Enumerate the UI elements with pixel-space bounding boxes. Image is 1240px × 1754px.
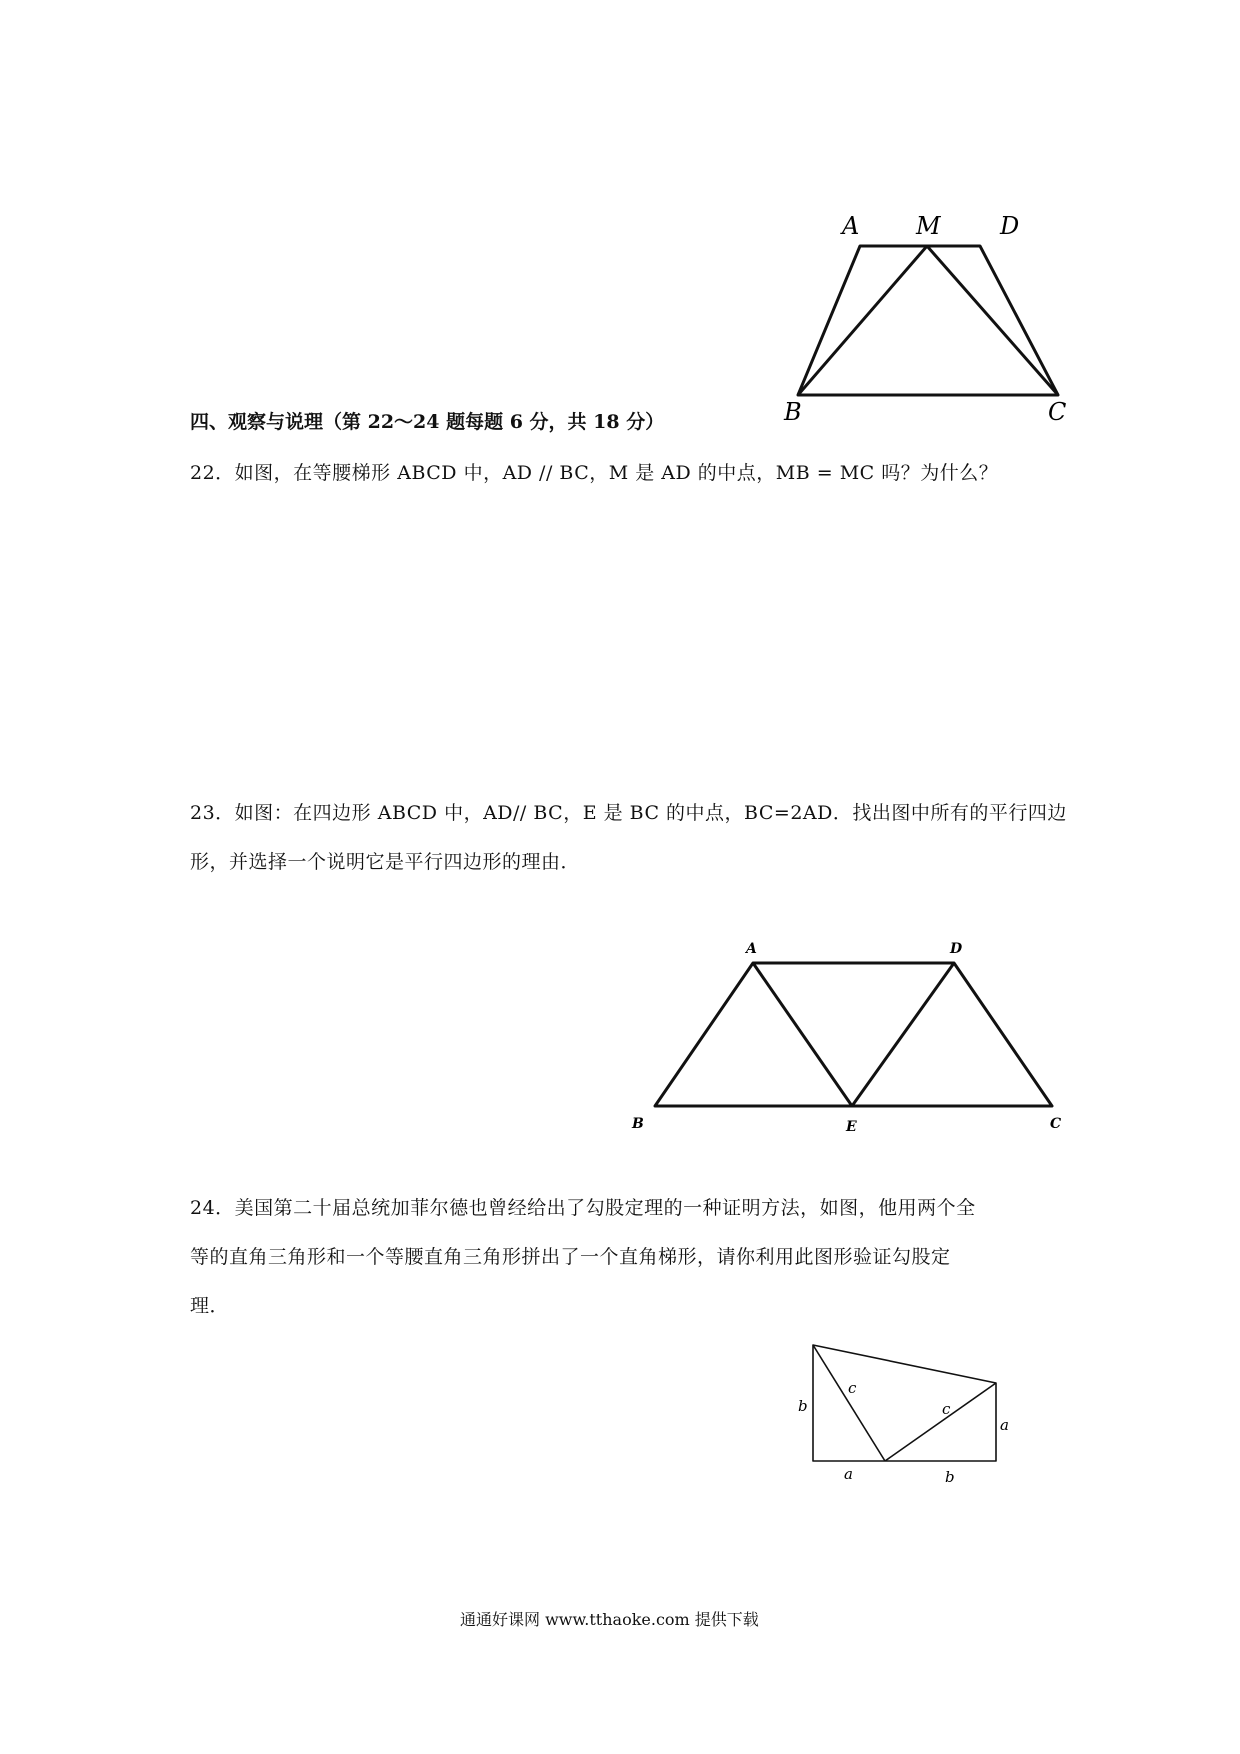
- q22-label-m: M: [916, 212, 941, 240]
- q22-label-a: A: [842, 212, 860, 240]
- q24-label-c-left: c: [848, 1379, 857, 1397]
- q22-trapezoid: [798, 246, 1058, 395]
- q22-label-b: B: [784, 398, 802, 426]
- q22-label-d: D: [1000, 212, 1020, 240]
- q23-label-c: C: [1050, 1116, 1062, 1132]
- q24-hypotenuse-right: [885, 1383, 996, 1461]
- q22-label-c: C: [1048, 398, 1067, 426]
- q24-label-b-bottom: b: [945, 1468, 955, 1486]
- q22-figure: [780, 210, 1090, 430]
- question-22: 22．如图，在等腰梯形 ABCD 中，AD // BC，M 是 AD 的中点，MB = MC 吗？为什么？: [190, 462, 999, 484]
- question-24-line-2: 等的直角三角形和一个等腰直角三角形拼出了一个直角梯形，请你利用此图形验证勾股定: [190, 1246, 951, 1268]
- q24-label-c-right: c: [942, 1400, 951, 1418]
- q23-segment-de: [852, 963, 954, 1106]
- question-24-line-3: 理．: [190, 1295, 230, 1317]
- section-title: 四、观察与说理（第 22～24 题每题 6 分，共 18 分）: [190, 411, 665, 433]
- question-23-line-2: 形，并选择一个说明它是平行四边形的理由．: [190, 851, 581, 873]
- q24-label-b-left: b: [798, 1397, 808, 1415]
- q24-label-a-right: a: [1000, 1416, 1009, 1434]
- q23-figure: [620, 935, 1070, 1135]
- q24-hypotenuse-left: [813, 1345, 885, 1461]
- q22-segment-mb: [798, 246, 927, 395]
- q23-label-d: D: [950, 941, 963, 957]
- question-24-line-1: 24．美国第二十届总统加菲尔德也曾经给出了勾股定理的一种证明方法，如图，他用两个全: [190, 1197, 976, 1219]
- q23-segment-ae: [753, 963, 852, 1106]
- q24-figure: [790, 1335, 1010, 1495]
- q23-label-e: E: [846, 1119, 857, 1135]
- page-footer: 通通好课网 www.tthaoke.com 提供下载: [460, 1610, 759, 1629]
- q23-quadrilateral: [655, 963, 1052, 1106]
- q23-label-b: B: [632, 1116, 644, 1132]
- q23-label-a: A: [746, 941, 757, 957]
- q24-label-a-bottom: a: [844, 1465, 853, 1483]
- question-23-line-1: 23．如图：在四边形 ABCD 中，AD// BC，E 是 BC 的中点，BC=2AD．找出图中所有的平行四边: [190, 802, 1067, 824]
